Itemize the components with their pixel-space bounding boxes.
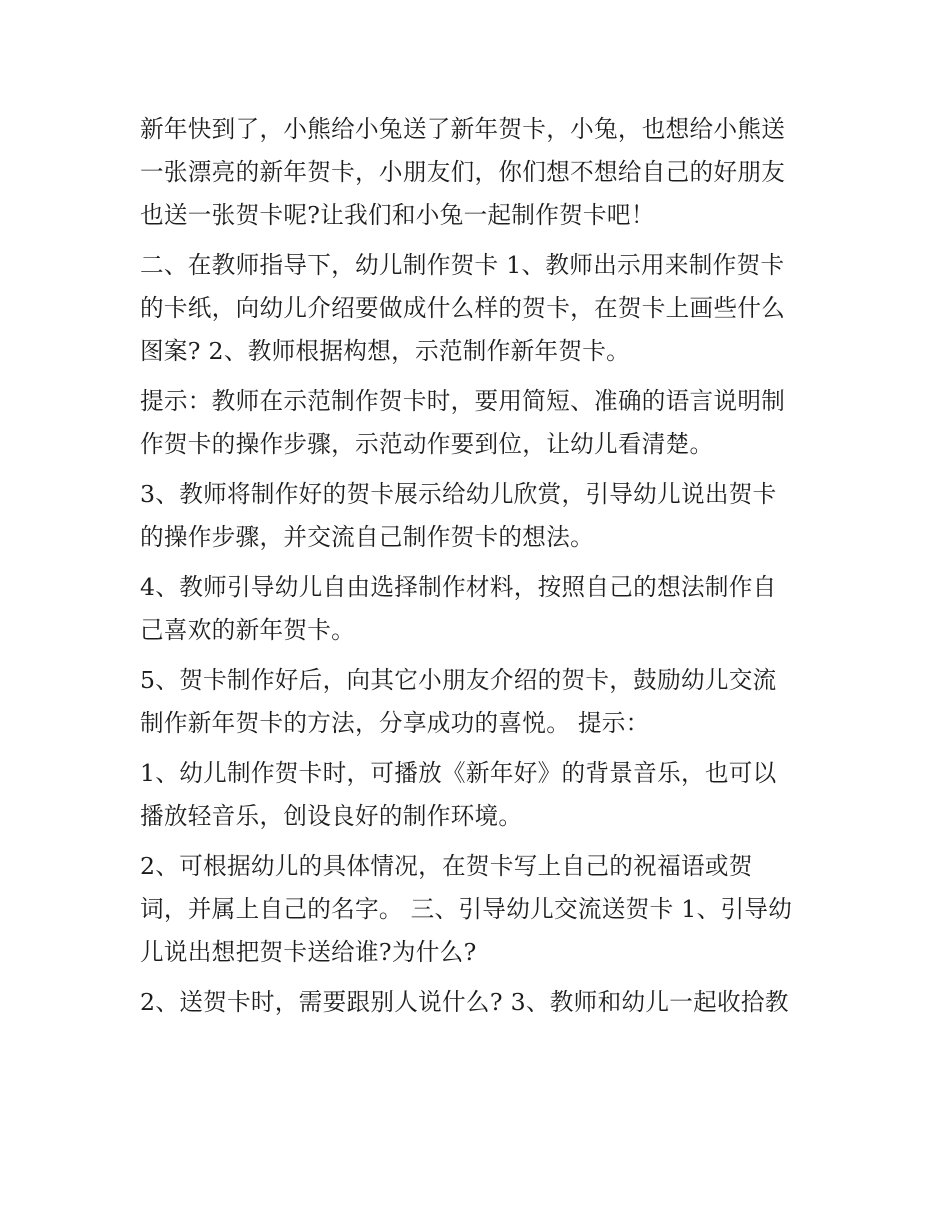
paragraph-tip-1 xyxy=(140,752,820,838)
text-line: 3、教师将制作好的贺卡展示给幼儿欣赏，引导幼儿说出贺卡 xyxy=(140,480,777,508)
text-line: 2、可根据幼儿的具体情况，在贺卡写上自己的祝福语或贺 xyxy=(140,852,753,880)
text-line: 图案? 2、教师根据构想，示范制作新年贺卡。 xyxy=(140,337,631,365)
text-line: 的操作步骤，并交流自己制作贺卡的想法。 xyxy=(140,523,594,551)
text-line: 的卡纸，向幼儿介绍要做成什么样的贺卡，在贺卡上画些什么 xyxy=(140,294,786,322)
text-line: 制作新年贺卡的方法，分享成功的喜悦。 提示： xyxy=(140,709,650,737)
text-line: 5、贺卡制作好后，向其它小朋友介绍的贺卡，鼓励幼儿交流 xyxy=(140,666,777,694)
text-line: 儿说出想把贺卡送给谁?为什么? xyxy=(140,938,477,966)
text-line: 词，并属上自己的名字。 三、引导幼儿交流送贺卡 1、引导幼 xyxy=(140,895,793,923)
text-line: 二、在教师指导下，幼儿制作贺卡 1、教师出示用来制作贺卡 xyxy=(140,251,785,279)
paragraph-intro xyxy=(140,108,820,237)
paragraph-step-4 xyxy=(140,566,820,652)
text-line: 2、送贺卡时，需要跟别人说什么? 3、教师和幼儿一起收拾教 xyxy=(140,988,789,1016)
paragraph-step-5 xyxy=(140,659,820,745)
paragraph-step-3 xyxy=(140,473,820,559)
paragraph-section-two xyxy=(140,244,820,373)
text-line: 播放轻音乐，创设良好的制作环境。 xyxy=(140,802,523,830)
text-line: 也送一张贺卡呢?让我们和小兔一起制作贺卡吧！ xyxy=(140,201,655,229)
text-line: 1、幼儿制作贺卡时，可播放《新年好》的背景音乐，也可以 xyxy=(140,759,777,787)
paragraph-tip-2 xyxy=(140,845,820,974)
text-line: 提示：教师在示范制作贺卡时，要用简短、准确的语言说明制 xyxy=(140,387,786,415)
paragraph-final xyxy=(140,981,820,1024)
document-body xyxy=(140,108,820,1031)
text-line: 新年快到了，小熊给小兔送了新年贺卡，小兔，也想给小熊送 xyxy=(140,115,786,143)
text-line: 己喜欢的新年贺卡。 xyxy=(140,616,356,644)
text-line: 4、教师引导幼儿自由选择制作材料，按照自己的想法制作自 xyxy=(140,573,777,601)
text-line: 一张漂亮的新年贺卡，小朋友们，你们想不想给自己的好朋友 xyxy=(140,158,786,186)
text-line: 作贺卡的操作步骤，示范动作要到位，让幼儿看清楚。 xyxy=(140,430,714,458)
paragraph-tip xyxy=(140,380,820,466)
